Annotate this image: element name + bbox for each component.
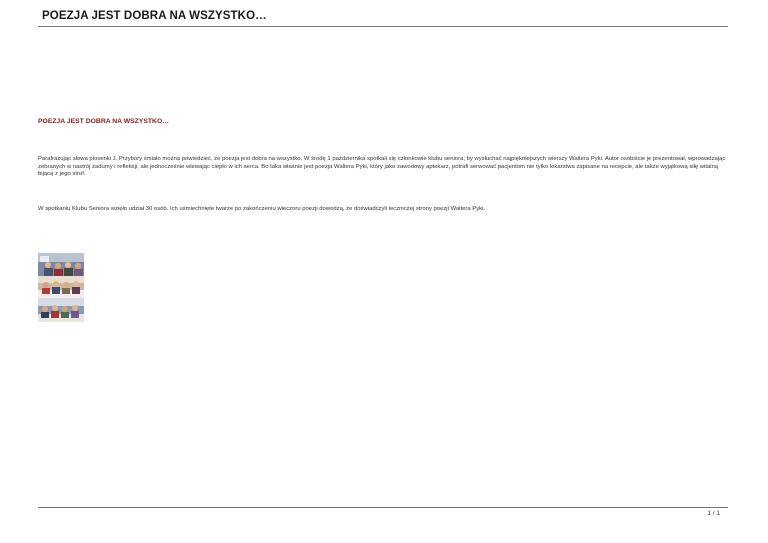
page-header — [38, 9, 728, 27]
page-number: 1 / 1 — [707, 510, 720, 517]
event-photo-image — [38, 253, 84, 277]
event-photo-image — [38, 276, 84, 298]
page-header-title: POEZJA JEST DOBRA NA WSZYSTKO… — [42, 10, 267, 22]
event-photo-image — [38, 298, 84, 322]
article-title: POEZJA JEST DOBRA NA WSZYSTKO… — [38, 118, 170, 125]
event-photo[interactable] — [38, 276, 84, 298]
article-paragraph: W spotkaniu Klubu Seniora wzięło udział 30 osób. Ich uśmiechnięte twarze po zakończeniu wieczoru poezji dowodzą, że doświadczyli leczniczej strony poezji Waltera Pyki. — [38, 206, 486, 212]
event-photo[interactable] — [38, 253, 84, 277]
article-paragraph: Parafrazując słowa piosenki J. Przybory śmiało można powiedzieć, że poezja jest dobra na wszystko. W środę 1 października spotkali się członkowie klubu seniora, by wysłuchać najpiękniejszych wierszy Waltera Pyki. Autor osobiście je prezentował, wprowadzając zebranych w nastrój zadumy i refleksji, ale jednocześnie wlewając ciepło w ich serca. Bo taka właśnie jest poezja Waltera Pyki, który jako zawodowy aptekarz, potrafi serwować pacjentom nie tylko lekarstwa zapisane na recepcie, ale także wyjątkową siłę witalną bijącą z jego strof. — [38, 156, 726, 178]
event-photo[interactable] — [38, 298, 84, 322]
page-footer — [38, 507, 728, 518]
article — [38, 118, 730, 212]
